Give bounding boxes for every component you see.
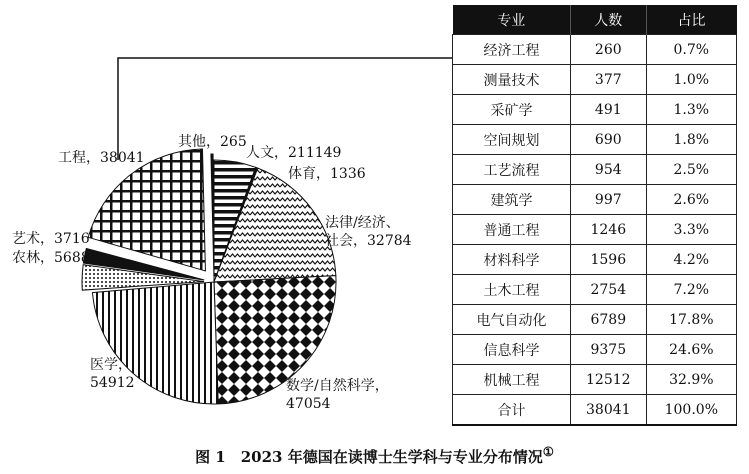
pie-label-line: 法律/经济、 <box>325 215 400 231</box>
pie-label-renwen <box>246 145 341 161</box>
table-cell: 377 <box>570 65 646 95</box>
table-column-header: 占比 <box>646 5 736 35</box>
table-cell: 9375 <box>570 335 646 365</box>
pie-label-yishu <box>12 230 90 247</box>
figure-caption <box>0 444 749 467</box>
table-cell: 491 <box>570 95 646 125</box>
table-cell: 经济工程 <box>453 35 571 65</box>
table-row <box>453 245 737 275</box>
table-cell: 997 <box>570 185 646 215</box>
table-row <box>453 275 737 305</box>
table-row <box>453 335 737 365</box>
table-row <box>453 35 737 65</box>
pie-label-shuxue <box>286 377 389 412</box>
caption-text: 图 1 2023 年德国在读博士生学科与专业分布情况 <box>195 448 543 466</box>
table-cell: 普通工程 <box>453 215 571 245</box>
table-cell: 采矿学 <box>453 95 571 125</box>
pie-label-line: 社会，32784 <box>325 233 412 249</box>
pie-label-line: 医学， <box>90 357 132 373</box>
table-cell: 1.3% <box>646 95 736 125</box>
table-cell: 100.0% <box>646 395 736 426</box>
table-column-header: 专业 <box>453 5 571 35</box>
table-cell: 6789 <box>570 305 646 335</box>
table-row <box>453 185 737 215</box>
pie-label-line: 体育，1336 <box>288 166 366 182</box>
table-cell: 1596 <box>570 245 646 275</box>
table-row <box>453 65 737 95</box>
table-row <box>453 155 737 185</box>
pie-label-falv <box>325 214 412 249</box>
table-cell: 空间规划 <box>453 125 571 155</box>
table-cell: 12512 <box>570 365 646 395</box>
table-cell: 32.9% <box>646 365 736 395</box>
table-cell: 2.5% <box>646 155 736 185</box>
pie-label-line: 其他，265 <box>178 134 247 150</box>
major-distribution-table <box>452 5 737 426</box>
table-row <box>453 395 737 426</box>
table-cell: 4.2% <box>646 245 736 275</box>
pie-label-yixue <box>90 357 135 391</box>
table-cell: 3.3% <box>646 215 736 245</box>
table-cell: 38041 <box>570 395 646 426</box>
table-cell: 材料科学 <box>453 245 571 275</box>
table-cell: 合计 <box>453 395 571 426</box>
pie-slice-qita <box>211 154 214 276</box>
table-cell: 1246 <box>570 215 646 245</box>
table-cell: 建筑学 <box>453 185 571 215</box>
table-cell: 1.0% <box>646 65 736 95</box>
table-cell: 954 <box>570 155 646 185</box>
pie-label-line: 人文，211149 <box>246 145 342 161</box>
caption-note: ① <box>542 444 554 459</box>
table-row <box>453 95 737 125</box>
table-row <box>453 125 737 155</box>
pie-label-line: 数学/自然科学， <box>286 378 389 394</box>
pie-label-line: 工程，38041 <box>58 150 145 166</box>
table-cell: 土木工程 <box>453 275 571 305</box>
table-cell: 24.6% <box>646 335 736 365</box>
table-cell: 0.7% <box>646 35 736 65</box>
pie-label-line: 54912 <box>90 375 135 391</box>
table-cell: 1.8% <box>646 125 736 155</box>
table-cell: 测量技术 <box>453 65 571 95</box>
table-row <box>453 305 737 335</box>
table-cell: 2.6% <box>646 185 736 215</box>
pie-label-qita <box>178 134 247 150</box>
table-header-row <box>453 5 737 35</box>
pie-label-line: 47054 <box>286 396 331 412</box>
table-cell: 260 <box>570 35 646 65</box>
table-row <box>453 365 737 395</box>
table-cell: 机械工程 <box>453 365 571 395</box>
table-cell: 7.2% <box>646 275 736 305</box>
table-cell: 17.8% <box>646 305 736 335</box>
table-cell: 690 <box>570 125 646 155</box>
table-cell: 工艺流程 <box>453 155 571 185</box>
pie-slice-gongcheng <box>88 149 205 271</box>
table-cell: 信息科学 <box>453 335 571 365</box>
table-column-header: 人数 <box>570 5 646 35</box>
pie-label-line: 农林，5688 <box>12 250 90 266</box>
table-cell: 电气自动化 <box>453 305 571 335</box>
pie-label-gongcheng <box>58 150 145 166</box>
table-row <box>453 215 737 245</box>
pie-label-nonglin <box>12 249 90 266</box>
table-cell: 2754 <box>570 275 646 305</box>
pie-label-line: 艺术，3716 <box>12 231 90 247</box>
pie-label-tiyu <box>288 165 366 182</box>
